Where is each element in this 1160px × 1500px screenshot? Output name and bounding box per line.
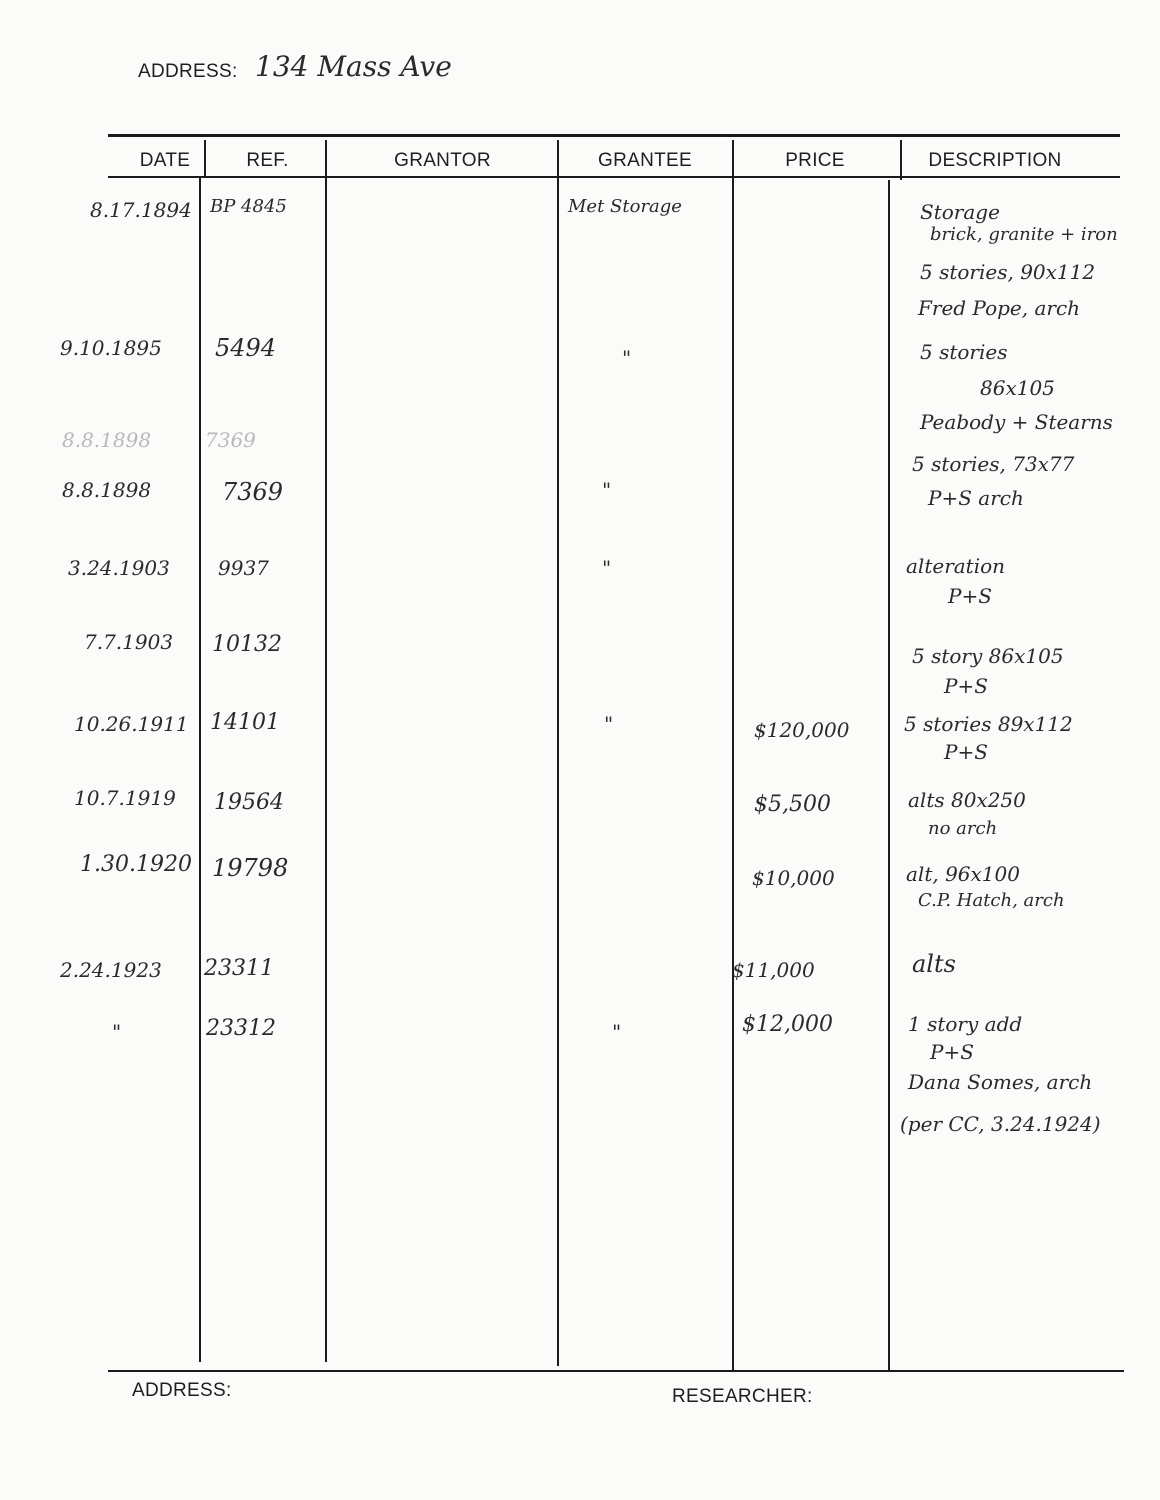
address-label: ADDRESS: (138, 61, 238, 82)
row-date: 7.7.1903 (84, 630, 174, 654)
row-date: 8.17.1894 (90, 198, 192, 222)
row-date: 10.26.1911 (74, 712, 189, 736)
row-description-line: P+S arch (928, 486, 1024, 510)
row-description-line: Fred Pope, arch (918, 296, 1081, 320)
row-description-line: alt, 96x100 (906, 862, 1020, 886)
divider-price-desc (888, 180, 890, 1370)
divider-ref-grantor (325, 140, 327, 1362)
row-date: 9.10.1895 (60, 336, 162, 360)
row-description-line: alts 80x250 (908, 788, 1026, 812)
row-grantee: " (612, 1020, 622, 1044)
table-header-rule (108, 176, 1120, 178)
row-description-line: 5 stories, 73x77 (912, 452, 1075, 476)
row-description-line: Peabody + Stearns (920, 410, 1113, 434)
row-description-line: P+S (948, 584, 992, 608)
row-date: 8.8.1898 (62, 478, 152, 502)
row-ref: 23312 (206, 1016, 276, 1041)
divider-grantor-grantee (557, 140, 559, 1366)
row-price: $120,000 (754, 718, 850, 742)
row-price: $12,000 (742, 1012, 833, 1037)
row-description-line: 5 stories 89x112 (904, 712, 1073, 736)
row-grantee: " (602, 478, 612, 502)
row-description-line: alteration (906, 554, 1006, 578)
row-grantee: " (604, 712, 614, 736)
row-ref: 19798 (212, 854, 289, 882)
row-date: 1.30.1920 (80, 852, 192, 877)
address-value: 134 Mass Ave (255, 50, 452, 83)
divider-date-ref (199, 178, 201, 1362)
divider-price-desc-header (900, 140, 902, 180)
row-ref: BP 4845 (210, 196, 287, 217)
row-description-line: P+S (944, 740, 988, 764)
row-description-line: alts (912, 950, 956, 978)
column-header-price: PRICE (785, 150, 845, 171)
row-description-line: Dana Somes, arch (908, 1070, 1093, 1094)
table-top-rule (108, 134, 1120, 137)
row-ref: 10132 (212, 632, 282, 657)
researcher-label: RESEARCHER: (672, 1386, 813, 1407)
row-ref: 9937 (218, 556, 269, 580)
row-description-line: P+S (944, 674, 988, 698)
row-ref: 7369 (205, 428, 256, 452)
row-grantee: Met Storage (568, 196, 682, 217)
row-date: 3.24.1903 (68, 556, 170, 580)
footer-address-label: ADDRESS: (132, 1380, 232, 1401)
table-bottom-rule (108, 1370, 1124, 1372)
row-date: 8.8.1898 (62, 428, 152, 452)
row-date: " (112, 1020, 122, 1044)
row-ref: 23311 (204, 956, 274, 981)
row-price: $10,000 (752, 866, 835, 890)
row-price: $11,000 (732, 958, 815, 982)
row-description-line: 5 story 86x105 (912, 644, 1064, 668)
row-description-line: (per CC, 3.24.1924) (900, 1112, 1101, 1136)
row-description-line: 1 story add (908, 1012, 1023, 1036)
row-description-line: P+S (930, 1040, 974, 1064)
row-price: $5,500 (754, 792, 831, 817)
row-description-line: C.P. Hatch, arch (918, 890, 1065, 911)
row-description-line: Storage (920, 200, 1000, 224)
row-grantee: " (622, 346, 632, 370)
column-header-date: DATE (139, 150, 191, 171)
column-header-grantor: GRANTOR (394, 150, 491, 171)
row-ref: 7369 (222, 478, 284, 506)
column-header-ref: REF. (246, 150, 289, 171)
row-ref: 14101 (210, 710, 280, 735)
divider-grantee-price (732, 140, 734, 1370)
column-header-description: DESCRIPTION (928, 150, 1062, 171)
row-grantee: " (602, 556, 612, 580)
row-date: 2.24.1923 (60, 958, 162, 982)
row-description-line: 5 stories (920, 340, 1008, 364)
row-description-line: brick, granite + iron (930, 224, 1118, 245)
row-description-line: 86x105 (980, 376, 1055, 400)
row-description-line: 5 stories, 90x112 (920, 260, 1096, 284)
row-date: 10.7.1919 (74, 786, 176, 810)
column-header-grantee: GRANTEE (598, 150, 692, 171)
row-ref: 5494 (215, 334, 277, 362)
row-description-line: no arch (928, 818, 998, 839)
row-ref: 19564 (214, 790, 284, 815)
